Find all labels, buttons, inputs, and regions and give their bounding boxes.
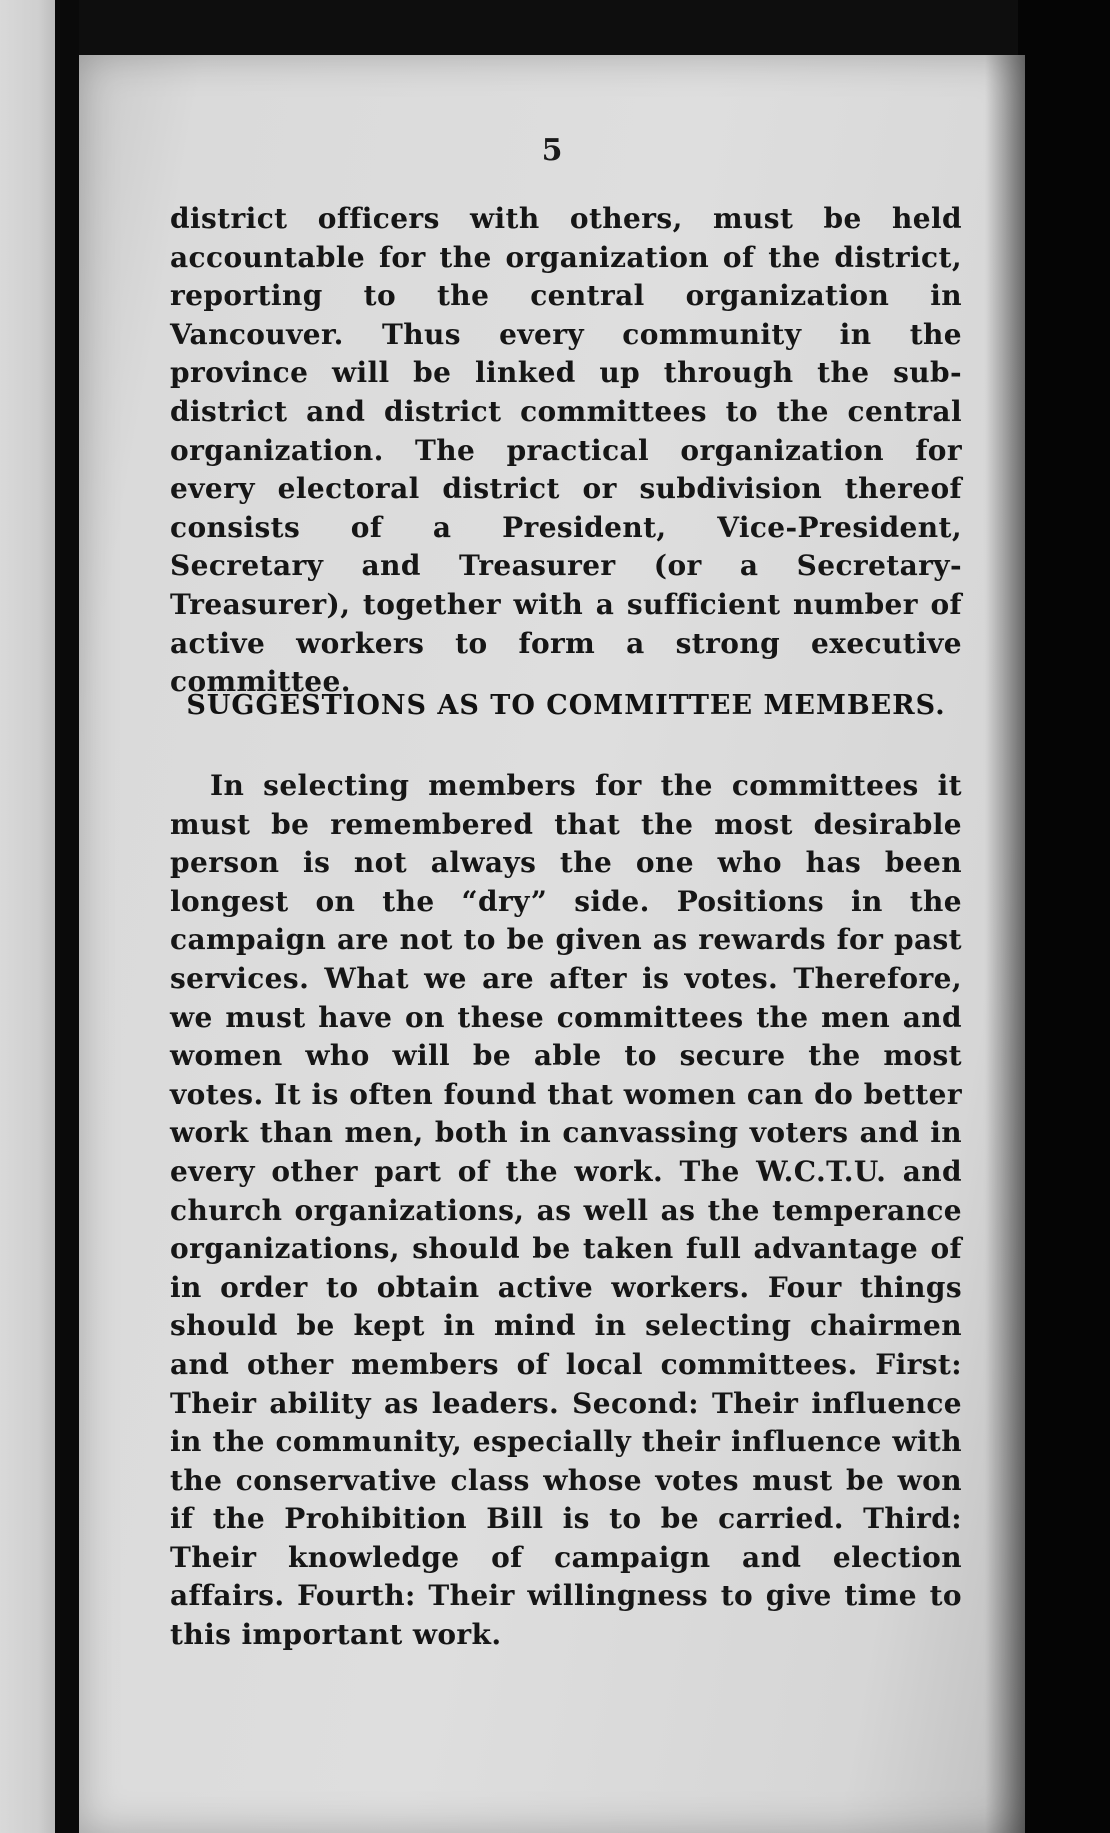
- scan-border: [1018, 0, 1110, 1833]
- body-paragraph: district officers with others, must be held accountable for the organization of the district, reporting to the central organization in Vancouver. Thus every community in the province will be linked up through the sub-district and district committees to the central organization. The practical organization for every electoral district or subdivision thereof consists of a President, Vice-President, Secretary and Treasurer (or a Secretary-Treasurer), together with a sufficient number of active workers to form a strong executive committee.: [170, 202, 962, 699]
- page-number: 5: [541, 133, 563, 168]
- document-page: [79, 55, 1025, 1833]
- page-shadow: [985, 55, 1025, 1833]
- facing-page-edge: [0, 0, 55, 1833]
- body-paragraph: In selecting members for the committees it must be remembered that the most desirable person is not always the one who has been longest on the “dry” side. Positions in the campaign are not to be given as rewards for past services. What we are after is votes. Therefore, we must have on these committees the men and women who will be able to secure the most votes. It is often found that women can do better work than men, both in canvassing voters and in every other part of the work. The W.C.T.U. and church organizations, as well as the temperance organizations, should be taken full advantage of in order to obtain active workers. Four things should be kept in mind in selecting chairmen and other members of local committees. First: Their ability as leaders. Second: Their influence in the community, especially their influence with the conservative class whose votes must be won if the Prohibition Bill is to be carried. Third: Their knowledge of campaign and election affairs. Fourth: Their willingness to give time to this important work.: [170, 769, 962, 1652]
- book-gutter: [55, 0, 79, 1833]
- section-heading: SUGGESTIONS AS TO COMMITTEE MEMBERS.: [186, 690, 946, 721]
